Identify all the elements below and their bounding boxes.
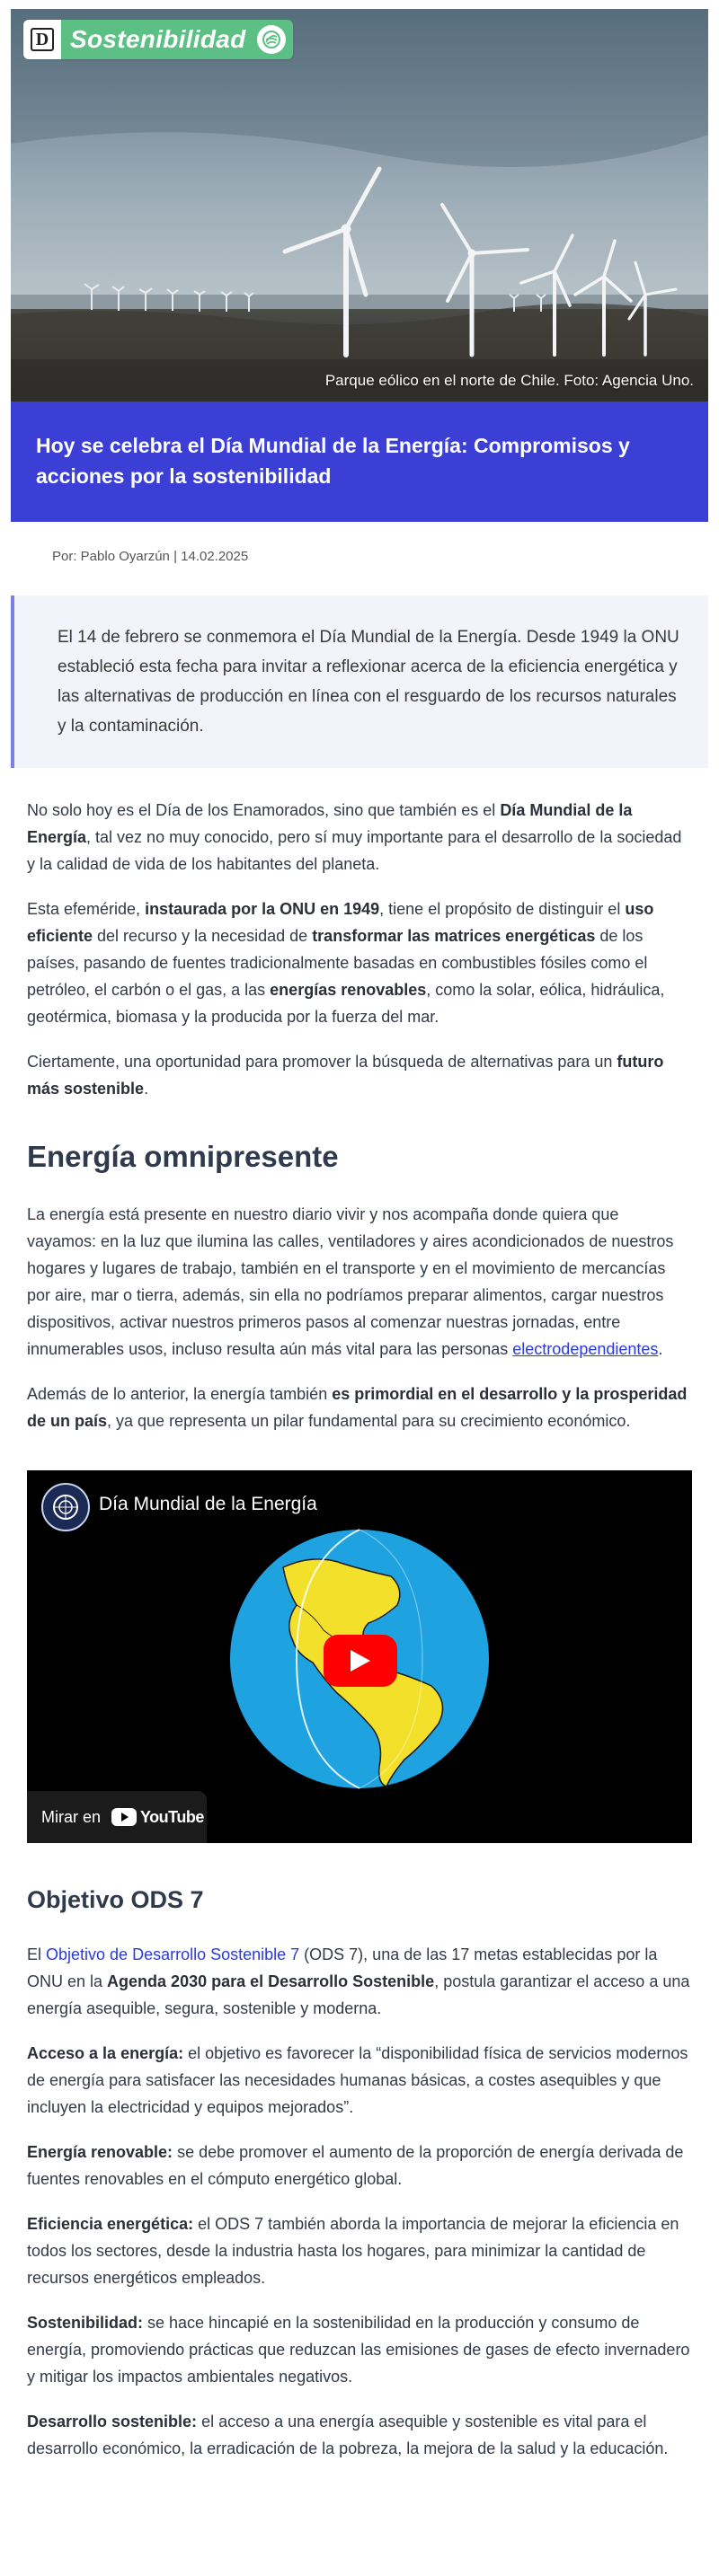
section-heading: Energía omnipresente (27, 1140, 339, 1173)
video-title[interactable]: Día Mundial de la Energía (99, 1494, 317, 1514)
brand-name: Sostenibilidad (70, 25, 246, 53)
byline: Por: Pablo Oyarzún | 14.02.2025 (52, 549, 249, 564)
section-subheading: Objetivo ODS 7 (27, 1886, 204, 1913)
list-item: Energía renovable: se debe promover el aumento de la proporción de energía derivada de fuentes renovables en el cómputo energético global. (27, 2143, 684, 2188)
paragraph: Ciertamente, una oportunidad para promover la búsqueda de alternativas para un futuro más sostenible. (27, 1053, 664, 1098)
paragraph: Además de lo anterior, la energía también es primordial en el desarrollo y la prosperidad de un país, ya que representa un pilar fundamental para su crecimiento económico. (27, 1385, 688, 1430)
youtube-icon: YouTube (111, 1808, 204, 1827)
list-item: Sostenibilidad: se hace hincapié en la sostenibilidad en la producción y consumo de energía, promoviendo prácticas que reduzcan las emisiones de gases de efecto invernadero y mitigar los impactos ambientales negativos. (27, 2314, 690, 2386)
leaf-icon (257, 25, 286, 54)
video-embed[interactable] (27, 1470, 692, 1843)
hero-image (11, 9, 708, 401)
wind-farm-photo (11, 9, 708, 401)
watch-on-youtube-button[interactable] (27, 1791, 207, 1843)
article-title: Hoy se celebra el Día Mundial de la Energía: Compromisos y acciones por la sostenibilidad (36, 434, 630, 488)
logo-d-icon: D (23, 20, 61, 59)
paragraph: El Objetivo de Desarrollo Sostenible 7 (ODS 7), una de las 17 metas establecidas por la ONU en la Agenda 2030 para el Desarrollo Sostenible, postula garantizar el acceso a una energía asequible, segura, sostenible y moderna. (27, 1945, 690, 2017)
hero-caption: Parque eólico en el norte de Chile. Foto: Agencia Uno. (324, 372, 694, 389)
un-emblem-icon[interactable] (41, 1483, 90, 1531)
list-item: Acceso a la energía: el objetivo es favorecer la “disponibilidad física de servicios modernos de energía para satisfacer las necesidades humanas básicas, a costes asequibles y que incluyen la electricidad y equipos mejorados”. (27, 2044, 688, 2116)
paragraph: Esta efeméride, instaurada por la ONU en 1949, tiene el propósito de distinguir el uso eficiente del recurso y la necesidad de transformar las matrices energéticas de los países, pasando de fuentes tradicionalmente basadas en combustibles fósiles como el petróleo, el carbón o el gas, a las energías renovables, como la solar, eólica, hidráulica, geotérmica, biomasa y la producida por la fuerza del mar. (27, 900, 665, 1026)
article-page (0, 9, 719, 2462)
article-body-2 (0, 1886, 719, 2462)
title-band (11, 401, 708, 522)
watch-label: Mirar en (41, 1807, 102, 1826)
brand-badge[interactable] (23, 20, 293, 59)
lead-text: El 14 de febrero se conmemora el Día Mundial de la Energía. Desde 1949 la ONU estableció esta fecha para invitar a reflexionar acerca de la eficiencia energética y las alternativas de producción en línea con el resguardo de los recursos naturales y la contaminación. (58, 628, 679, 736)
article-body (0, 797, 719, 1434)
play-icon[interactable] (324, 1635, 397, 1687)
ods7-link[interactable]: Objetivo de Desarrollo Sostenible 7 (46, 1945, 300, 1963)
lead-quote (11, 595, 708, 768)
electrodependientes-link[interactable]: electrodependientes (512, 1340, 659, 1358)
paragraph: La energía está presente en nuestro diario vivir y nos acompaña donde quiera que vayamos: en la luz que ilumina las calles, ventiladores y aires acondicionados de nuestros hogares y lugares de trabajo, también en el transporte y en el movimiento de mercancías por aire, mar o tierra, además, sin ella no podríamos preparar alimentos, cargar nuestros dispositivos, activar nuestros primeros pasos al comenzar nuestras jornadas, entre innumerables usos, incluso resulta aún más vital para las personas electrodependientes. (27, 1205, 674, 1358)
list-item: Eficiencia energética: el ODS 7 también aborda la importancia de mejorar la eficiencia en todos los sectores, desde la industria hasta los hogares, para minimizar la cantidad de recursos energéticos empleados. (27, 2215, 679, 2287)
paragraph: No solo hoy es el Día de los Enamorados, sino que también es el Día Mundial de la Energía, tal vez no muy conocido, pero sí muy importante para el desarrollo de la sociedad y la calidad de vida de los habitantes del planeta. (27, 801, 682, 873)
list-item: Desarrollo sostenible: el acceso a una energía asequible y sostenible es vital para el desarrollo económico, la erradicación de la pobreza, la mejora de la salud y la educación. (27, 2413, 669, 2457)
